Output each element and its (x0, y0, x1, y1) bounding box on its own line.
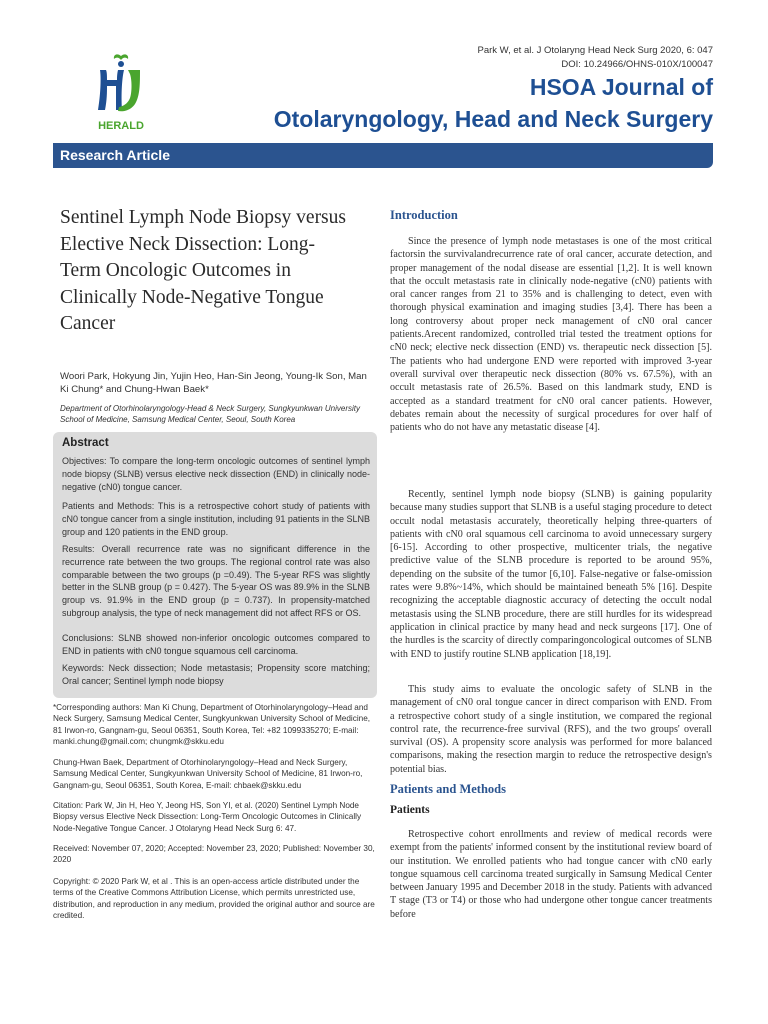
article-title: Sentinel Lymph Node Biopsy versus Elective Neck Dissection: Long-Term Oncologic Outcomes in Clinically Node-Negative Tongue Cancer (60, 207, 346, 334)
herald-logo (88, 52, 154, 132)
abstract-objectives: Objectives: To compare the long-term oncologic outcomes of sentinel lymph node biopsy (SLNB) versus elective neck dissection (END) in clinically node-negative (cN0) tongue cancer. (62, 456, 370, 492)
corresponding-author-2: Chung-Hwan Baek, Department of Otorhinolaryngology–Head and Neck Surgery, Samsung Medical Center, Sungkyunkwan University School of Medicine, 81 Irwon-ro, Gangnam-gu, Seoul 06351, South Korea, E-mail: chbaek@skku.edu (53, 758, 363, 790)
header-citation-block (420, 44, 713, 72)
abstract-conclusions: Conclusions: SLNB showed non-inferior oncologic outcomes compared to END in patients with cN0 tongue squamous cell carcinoma. (62, 633, 370, 656)
abstract-results: Results: Overall recurrence rate was no significant difference in the recurrence rate between the two groups. The regional control rate was also comparable between the two groups (p =0.49). The 5-year RFS was slightly better in the SLNB group (p = 0.427). The 5-year OS was 89.9% in the SLNB group vs. 91.9% in the END group (p = 0.737). In propensity-matched subgroup analysis, the type of neck management did not affect RFS or OS. (62, 544, 370, 618)
svg-text:HERALD: HERALD (98, 120, 144, 132)
header-doi: DOI: 10.24966/OHNS-010X/100047 (561, 59, 713, 70)
methods-heading: Patients and Methods (390, 782, 506, 796)
introduction-paragraph-3: This study aims to evaluate the oncologic safety of SLNB in the management of cN0 oral tongue cancer in direct comparison with END. From a retrospective cohort study of a single institution, we compared the regional control rate, the recurrence-free survival (RFS), and the two groups' overall survival (OS). A propensity score analysis was performed for more balanced comparisons, making the resection margin to reduce the retrospective design's potential bias. (390, 684, 712, 775)
introduction-heading: Introduction (390, 208, 458, 222)
corresponding-author-1: *Corresponding authors: Man Ki Chung, Department of Otorhinolaryngology–Head and Neck Surgery, Samsung Medical Center, Sungkyunkwan University School of Medicine, 81 Irwon-ro, Gangnam-gu, Seoul 06351, South Korea, Tel: +82 1099335270; E-mail: manki.chung@gmail.com; chungmk@skku.edu (53, 703, 371, 746)
methods-paragraph-1: Retrospective cohort enrollments and review of medical records were exempt from the patients' informed consent by the institutional review board of our institution. We enrolled patients who had tongue cancer with cN0 early tongue squamous cell carcinoma treated surgically in Samsung Medical Center between January 1995 and December 2018 in the study. Patients with advanced T stage (T3 or T4) or those who had undergone other tongue cancer treatments before (390, 829, 712, 920)
abstract-methods: Patients and Methods: This is a retrospective cohort study of patients with cN0 tongue cancer from a single institution, including 91 patients in the SLNB group and 120 patients in the END group. (62, 501, 370, 537)
author-list: Woori Park, Hokyung Jin, Yujin Heo, Han-Sin Jeong, Young-Ik Son, Man Ki Chung* and Chung-Hwan Baek* (60, 371, 367, 395)
citation-footnote: Citation: Park W, Jin H, Heo Y, Jeong HS, Son YI, et al. (2020) Sentinel Lymph Node Biopsy versus Elective Neck Dissection: Long-Term Oncologic Outcomes in Clinically Node-Negative Tongue Cancer. J Otolaryng Head Neck Surg 6: 47. (53, 801, 362, 833)
introduction-paragraph-1: Since the presence of lymph node metastases is one of the most critical factorsin the survivalandrecurrence rate of oral cancer, accurate detection, and proper management of the nodal disease are essential [1,2]. It is well known that the occult metastasis rate in clinically node-negative (cN0) patients with oral cancer ranges from 21 to 35% and is challenging to detect, even with thorough physical examination and imaging studies [3,4]. There has been a long controversy about proper neck management of cN0 oral cancer patients.Arecent randomized, controlled trial tested the treatment options for cN0 neck; elective neck dissection (END) vs. therapeutic neck dissection [5]. The patients who had undergone END were reported with improved 3-year overall survival over therapeutic neck dissection (80% vs. 67.5%), with an occult metastasis rate of 26.5%. Based on this landmark study, END is accepted as a standard treatment for cN0 oral cancer patients. However, debates remain about the necessity of surgical procedures for over half of patients who do not have any metastatic disease [4]. (390, 236, 712, 434)
author-affiliation: Department of Otorhinolaryngology-Head & Neck Surgery, Sungkyunkwan University School of Medicine, Samsung Medical Center, Seoul, South Korea (60, 404, 360, 424)
journal-title-line1: HSOA Journal of (529, 74, 713, 100)
article-type-label: Research Article (60, 147, 170, 163)
copyright-footnote: Copyright: © 2020 Park W, et al . This is an open-access article distributed under the terms of the Creative Commons Attribution License, which permits unrestricted use, distribution, and reproduction in any medium, provided the original author and source are credited. (53, 877, 375, 920)
patients-subheading: Patients (390, 804, 430, 816)
header-citation: Park W, et al. J Otolaryng Head Neck Surg 2020, 6: 047 (477, 45, 713, 56)
introduction-paragraph-2: Recently, sentinel lymph node biopsy (SLNB) is gaining popularity because many studies support that SLNB is a useful staging procedure to detect occult nodal metastasis accurately, theoretically helping three-quarters of patients with cN0 oral squamous cell carcinoma to avoid unnecessary surgery [6-15]. According to other prospective, multicenter trials, the negative predictive value of the SLNB procedure is reported to be around 95%, depending on the subsite of the tumor [6,10]. False-negative or false-omission rates were 9.8%~14%, which should be maintained beneath 5% [16]. Despite recognizing the acceptable diagnostic accuracy of detecting the occult nodal metastasis using the SLNB procedure, there are still hurdles for its widespread application in clinical practice by many head and neck surgeons [17]. One of the hurdles is the scarcity of directly comparingoncological outcomes of SLNB with END to justify routine SLNB application [18,19]. (390, 489, 712, 660)
herald-logo-icon (88, 52, 154, 132)
abstract-heading: Abstract (62, 437, 109, 449)
abstract-keywords: Keywords: Neck dissection; Node metastasis; Propensity score matching; Oral cancer; Sentinel lymph node biopsy (62, 663, 370, 686)
journal-title-line2: Otolaryngology, Head and Neck Surgery (273, 106, 713, 132)
dates-footnote: Received: November 07, 2020; Accepted: November 23, 2020; Published: November 30, 2020 (53, 844, 375, 865)
